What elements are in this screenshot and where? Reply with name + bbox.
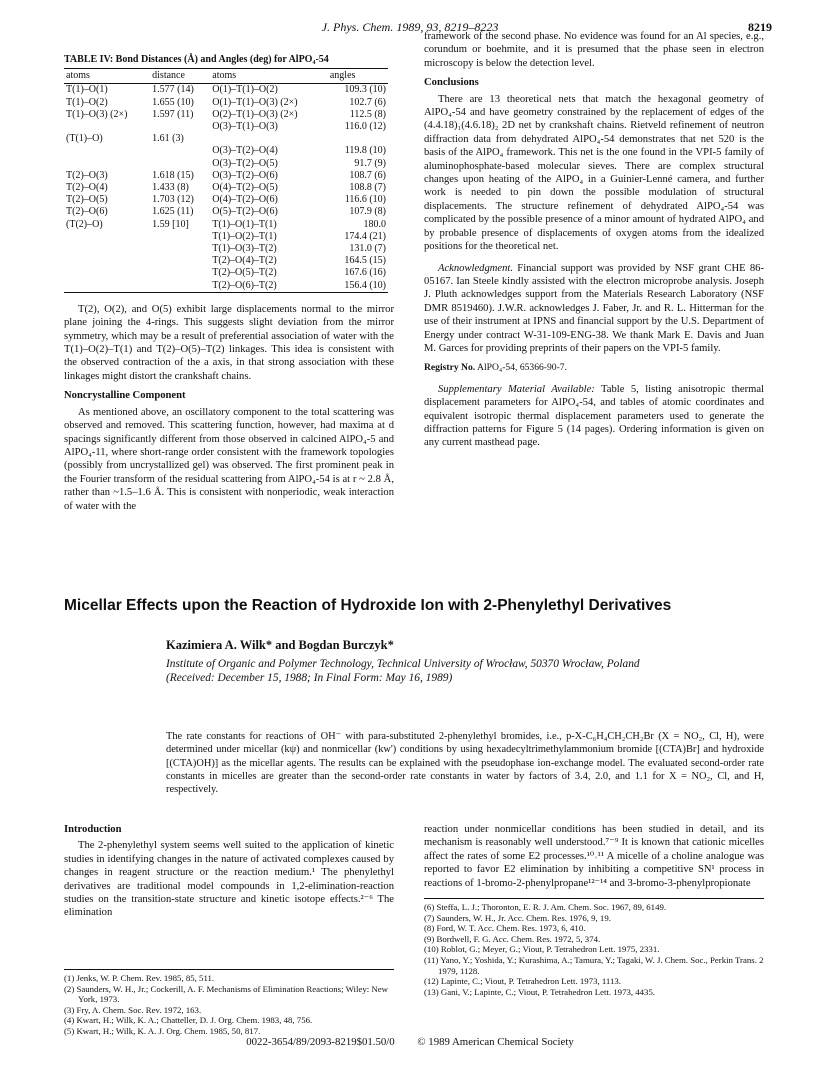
table-cell <box>64 280 150 293</box>
page-footer <box>0 1036 820 1048</box>
section-heading: Noncrystalline Component <box>64 390 186 402</box>
body-paragraph: There are 13 theoretical nets that match the hexagonal geometry of AlPO₄-54 and have geometry constrained by the replacement of edges of the (4.4.18)₁(4.6.18)₂ 2D net by crankshaft chains. Rietveld refinement of neutron diffraction data from dehydrated AlPO₄-54 demonstrates that net 520 is the basis of the AlPO₄ framework. This net is the one found in the VPI-5 family of aluminophosphate-based molecular sieves. There are complex structural changes upon heating of the AlPO₄ in a Guinier-Lenné camera, and further work is needed to pin down the possible modulation of structural displacements. The structure refinement of dehydrated AlPO₄-54 was complicated by the possible presence of a minor amount of hydrated AlPO₄ and by probable presence of displacements of oxygen atoms from the idealized positions for the theoretical net. <box>424 93 764 253</box>
table-cell: T(2)–O(4)–T(2) <box>212 255 277 267</box>
table-cell: 108.8 (7) <box>349 182 386 194</box>
col-header: distance <box>150 69 210 84</box>
intro-left <box>64 823 394 920</box>
table-row <box>64 158 388 170</box>
footnote: (10) Roblot, G.; Meyer, G.; Viout, P. Tetrahedron Lett. 1975, 2331. <box>424 944 660 955</box>
table-cell: 119.8 (10) <box>344 145 386 157</box>
table-row <box>64 219 388 231</box>
footnote: (12) Lapinte, C.; Viout, P. Tetrahedron Lett. 1973, 1113. <box>424 976 622 987</box>
footnote: (8) Ford, W. T. Acc. Chem. Res. 1973, 6, 410. <box>424 923 586 934</box>
table-cell: O(1)–T(1)–O(2) <box>212 84 278 96</box>
table-cell <box>150 280 210 293</box>
ack-text: Financial support was provided by NSF grant CHE 86-05167. Ian Steele kindly assisted with the electron microprobe analysis. Joseph J. Pluth acknowledges support from the Materials Research Laboratory (NSF DMR 8519460). J.W.R. acknowledges J. Faber, Jr. and R. L. Hitterman for the use of their instrument at IPNS and financial support by the U.S. Department of Energy under contract W-31-109-ENG-38. We thank Mark E. Davis and Juan M. Garces for providing preprints of their papers on the VPI-5 family. <box>424 262 764 354</box>
table-row <box>64 243 388 255</box>
ack-label: Acknowledgment. <box>438 262 514 274</box>
supp-label: Supplementary Material Available: <box>438 383 595 395</box>
affiliation: Institute of Organic and Polymer Technology, Technical University of Wrocław, 50370 Wrocław, Poland <box>166 658 640 670</box>
acknowledgment <box>424 262 764 356</box>
table-cell: T(1)–O(3) (2×) <box>66 108 128 120</box>
table-cell: O(5)–T(2)–O(6) <box>212 206 278 218</box>
table-cell <box>150 255 210 267</box>
table-cell <box>150 121 210 133</box>
table-cell <box>64 267 150 279</box>
table-cell <box>150 145 210 157</box>
table-cell: 1.618 (15) <box>152 169 194 181</box>
abstract: The rate constants for reactions of OH⁻ with para-substituted 2-phenylethyl bromides, i.e., p-X-C₆H₄CH₂CH₂Br (X = NO₂, Cl, H), were determined under micellar (kψ) and nonmicellar (kw') conditions by using hexadecyltrimethylammonium bromide [(CTA)Br] and hydroxide [(CTA)OH)] as the micellar agents. The results can be explained with the pseudophase ion-exchange model. The evaluated second-order rate constants in micelles are greater than the second-order rate constants in water by factors of 3.4, 2.0, and 1.1 for X = NO₂, Cl, and H, respectively. <box>166 731 764 796</box>
footnote: (7) Saunders, W. H., Jr. Acc. Chem. Res. 1976, 9, 19. <box>424 912 611 923</box>
table-cell: 1.433 (8) <box>152 182 189 194</box>
body-paragraph: framework of the second phase. No evidence was found for an Al species, e.g., corundum or boehmite, and it is presumed that the phase seen in electron microscopy is below the detection level. <box>424 31 764 69</box>
table-cell: 1.625 (11) <box>152 206 194 218</box>
table-cell: 109.3 (10) <box>344 84 386 96</box>
table-row <box>64 97 388 109</box>
table-cell: T(2)–O(6)–T(2) <box>210 280 328 293</box>
table-cell <box>150 158 210 170</box>
table-cell <box>64 145 150 157</box>
footnote: (1) Jenks, W. P. Chem. Rev. 1985, 85, 511. <box>64 973 215 983</box>
registry-label: Registry No. <box>424 362 476 374</box>
table-cell: O(3)–T(2)–O(5) <box>212 157 278 169</box>
table-row <box>64 206 388 218</box>
table-cell: O(1)–T(1)–O(3) (2×) <box>212 96 298 108</box>
table-row <box>64 182 388 194</box>
table-header-row <box>64 69 388 84</box>
table-body <box>64 84 388 292</box>
supplementary <box>424 383 764 450</box>
table-row <box>64 84 388 97</box>
copyright: © 1989 American Chemical Society <box>417 1036 574 1048</box>
footnotes-left <box>64 969 394 1037</box>
table-cell: 116.0 (12) <box>344 121 386 133</box>
running-header: J. Phys. Chem. 1989, 93, 8219–8223 <box>321 20 499 34</box>
table-cell: 180.0 <box>363 218 386 230</box>
table-cell: T(1)–O(1)–T(1) <box>212 218 277 230</box>
footnote: (9) Bordwell, F. G. Acc. Chem. Res. 1972, 5, 374. <box>424 933 601 944</box>
table-cell: T(1)–O(3)–T(2) <box>212 243 277 255</box>
footnote: (11) Yano, Y.; Yoshida, Y.; Kurashima, A.; Tamura, Y.; Tagaki, W. J. Chem. Soc., Perkin Trans. 2 1979, 1128. <box>424 954 764 976</box>
body-paragraph: reaction under nonmicellar conditions has been studied in detail, and its mechanism is reasonably well understood.⁷⁻⁹ It is known that cationic micelles affect the rates of some E2 processes.¹⁰˒¹¹ A micelle of a choline analogue was reported to favor E2 elimination by inhibiting a competitive SN¹ process in reactions of 1-bromo-2-phenylpropane¹²⁻¹⁴ and 3-bromo-3-phenylpropionate <box>424 824 764 889</box>
table-cell: (T(1)–O) <box>66 133 103 145</box>
footnote: (4) Kwart, H.; Wilk, K. A.; Chatteller, D. J. Org. Chem. 1983, 48, 756. <box>64 1015 313 1026</box>
table-cell: 91.7 (9) <box>354 157 386 169</box>
body-paragraph: The 2-phenylethyl system seems well suited to the application of kinetic studies in identifying changes in the nature of activated complexes caused by changes in reagent structure or the reaction medium.¹ The phenylethyl derivatives are traditional model compounds in 1,2-elimination-reaction studies on the transition-state structure and kinetic isotope effects.²⁻⁶ The elimination <box>64 840 394 919</box>
footnote: (13) Gani, V.; Lapinte, C.; Viout, P. Tetrahedron Lett. 1973, 4435. <box>424 986 656 997</box>
table-row <box>64 109 388 121</box>
footnote: (2) Saunders, W. H., Jr.; Cockerill, A. F. Mechanisms of Elimination Reactions; Wiley: New York, 1973. <box>64 983 388 1005</box>
table-row <box>64 280 388 293</box>
registry <box>424 361 764 374</box>
issn-code: 0022-3654/89/2093-8219$01.50/0 <box>246 1036 395 1048</box>
affiliation-block <box>166 658 746 685</box>
table-row <box>64 194 388 206</box>
table-cell: 156.4 (10) <box>328 280 388 293</box>
left-column <box>64 54 394 513</box>
table-cell: T(2)–O(5) <box>66 194 108 206</box>
table-cell: (T(2)–O) <box>66 218 103 230</box>
table-row <box>64 255 388 267</box>
col-header: atoms <box>64 69 150 84</box>
table-cell: 164.5 (15) <box>344 255 386 267</box>
table-cell: 1.597 (11) <box>152 108 194 120</box>
table-cell: 1.703 (12) <box>152 194 194 206</box>
footnote: (6) Steffa, L. J.; Thoronton, E. R. J. Am. Chem. Soc. 1967, 89, 6149. <box>424 902 667 912</box>
authors: Kazimiera A. Wilk* and Bogdan Burczyk* <box>166 638 394 652</box>
table-cell <box>150 243 210 255</box>
col-header: atoms <box>210 69 328 84</box>
table-cell: T(2)–O(6) <box>66 206 108 218</box>
table-cell: 116.6 (10) <box>344 194 386 206</box>
table-cell: T(2)–O(4) <box>66 182 108 194</box>
table-cell: 1.61 (3) <box>152 133 184 145</box>
table-cell: 1.655 (10) <box>152 96 194 108</box>
body-paragraph: T(2), O(2), and O(5) exhibit large displacements normal to the mirror plane joining the 4-rings. This suggests slight deviation from the mirror symmetry, which may be a result of preferential association of water with the T(1)–O(2)–T(1) and T(2)–O(5)–T(2) linkages. This idea is consistent with the observed contraction of the a axis, in that strong association with these linkages might distort the crankshaft chains. <box>64 303 394 382</box>
table-cell <box>64 243 150 255</box>
intro-right <box>424 823 764 890</box>
table-row <box>64 145 388 157</box>
table-cell <box>64 121 150 133</box>
table-cell: O(4)–T(2)–O(6) <box>212 194 278 206</box>
table-cell: 108.7 (6) <box>349 169 386 181</box>
table-cell: 1.59 [10] <box>152 218 189 230</box>
table-cell <box>150 267 210 279</box>
table-cell <box>64 255 150 267</box>
page-number: 8219 <box>748 20 772 34</box>
table-row <box>64 231 388 243</box>
section-heading: Introduction <box>64 824 122 835</box>
table-cell: 131.0 (7) <box>349 243 386 255</box>
table-cell: 1.577 (14) <box>152 84 194 96</box>
table-row <box>64 121 388 133</box>
table-cell: 107.9 (8) <box>349 206 386 218</box>
received-dates: (Received: December 15, 1988; In Final Form: May 16, 1989) <box>166 671 453 684</box>
col-header: angles <box>328 69 388 84</box>
table-row <box>64 170 388 182</box>
table-row <box>64 267 388 279</box>
table-cell: T(2)–O(3) <box>66 169 108 181</box>
table-row <box>64 133 388 145</box>
table-cell <box>328 133 388 145</box>
table-cell <box>150 231 210 243</box>
table-cell <box>210 133 328 145</box>
table-cell <box>64 158 150 170</box>
footnotes-right <box>424 898 764 997</box>
table-cell: 112.5 (8) <box>349 108 386 120</box>
registry-text: AlPO₄-54, 65366-90-7. <box>475 362 567 374</box>
table-cell: O(4)–T(2)–O(5) <box>212 182 278 194</box>
footnote: (3) Fry, A. Chem. Soc. Rev. 1972, 163. <box>64 1004 202 1015</box>
right-column <box>424 30 764 450</box>
table-cell: T(1)–O(1) <box>66 84 108 96</box>
section-heading: Conclusions <box>424 77 479 89</box>
table-cell: O(3)–T(2)–O(4) <box>212 145 278 157</box>
table-cell: O(3)–T(1)–O(3) <box>212 121 278 133</box>
table-cell: 167.6 (16) <box>344 267 386 279</box>
table-cell: O(2)–T(1)–O(3) (2×) <box>212 108 298 120</box>
body-paragraph: As mentioned above, an oscillatory component to the total scattering was observed and removed. This scattering function, however, had maxima at d spacings significantly different from those observed in calcined AlPO₄-5 and AlPO₄-11, where short-range order consistent with the framework topologies (possibly from uncrystallized gel) was observed. The first prominent peak in the Fourier transform of the residual scattering from AlPO₄-54 is at r ~ 2.8 Å, rather than ~1.5–1.6 Å. This is consistent with nonperiodic, weak interaction of water with the <box>64 406 394 512</box>
table-cell: 102.7 (6) <box>349 96 386 108</box>
table-caption: TABLE IV: Bond Distances (Å) and Angles (deg) for AlPO₄-54 <box>64 54 329 65</box>
footnote: (5) Kwart, H.; Wilk, K. A. J. Org. Chem. 1985, 50, 817. <box>64 1025 261 1036</box>
table-cell: T(2)–O(5)–T(2) <box>212 267 277 279</box>
table-cell: 174.4 (21) <box>344 230 386 242</box>
table-cell: O(3)–T(2)–O(6) <box>212 169 278 181</box>
bond-table <box>64 54 388 293</box>
table-cell <box>64 231 150 243</box>
article-title: Micellar Effects upon the Reaction of Hydroxide Ion with 2-Phenylethyl Derivatives <box>64 597 672 614</box>
supp-text: Table 5, listing anisotropic thermal displacement parameters for AlPO₄-54, and tables of atomic coordinates and equivalent isotropic thermal displacement parameters used to generate the diffraction patterns for Figure 5 (14 pages). Ordering information is given on any current masthead page. <box>424 383 764 449</box>
table-cell: T(1)–O(2)–T(1) <box>212 230 277 242</box>
table-cell: T(1)–O(2) <box>66 96 108 108</box>
